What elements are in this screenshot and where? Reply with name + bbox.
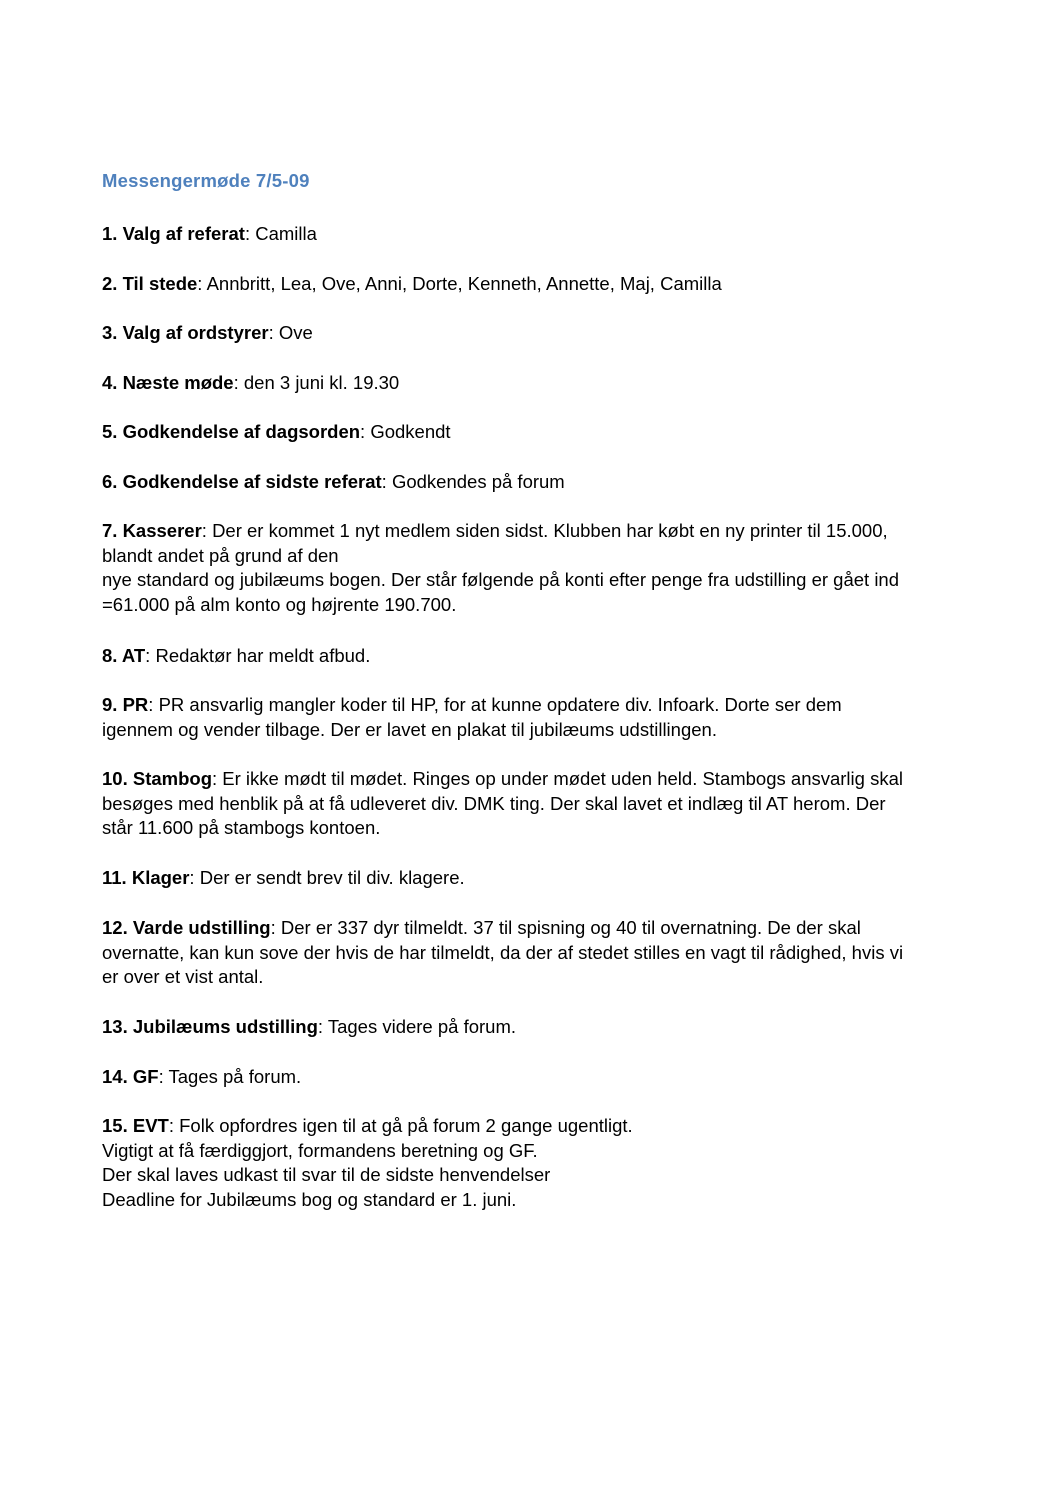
agenda-item [102, 519, 962, 617]
agenda-item-text: Godkendt [370, 421, 451, 442]
agenda-item [102, 371, 962, 396]
agenda-item [102, 420, 962, 445]
agenda-item-heading: 7. Kasserer [102, 520, 202, 541]
agenda-item [102, 866, 962, 891]
agenda-item [102, 916, 962, 990]
agenda-item-separator: : [197, 273, 207, 294]
agenda-item [102, 470, 962, 495]
agenda-item-separator: : [148, 694, 159, 715]
agenda-item-separator: : [244, 223, 256, 244]
agenda-item-heading: 4. Næste møde [102, 372, 234, 393]
agenda-item-heading: 8. AT [102, 645, 146, 666]
agenda-item-text: Er ikke mødt til mødet. Ringes op under mødet uden held. Stambogs ansvarlig skal [222, 768, 903, 789]
agenda-item [102, 1065, 962, 1090]
agenda-item-heading: 10. Stambog [102, 768, 212, 789]
agenda-item [102, 272, 962, 297]
agenda-item-separator: : [189, 867, 200, 888]
agenda-item-text: overnatte, kan kun sove der hvis de har tilmeldt, da der af stedet stilles en vagt til rådighed, hvis vi [102, 941, 904, 963]
agenda-item-separator: : [381, 471, 392, 492]
agenda-item-text: Tages på forum. [168, 1066, 302, 1087]
agenda-item-heading: 5. Godkendelse af dagsorden [102, 421, 361, 442]
agenda-item-text: Folk opfordres igen til at gå på forum 2 gange ugentligt. [179, 1115, 633, 1136]
agenda-item-text: Deadline for Jubilæums bog og standard er 1. juni. [102, 1188, 517, 1210]
agenda-item-separator: : [317, 1016, 328, 1037]
agenda-item-text: igennem og vender tilbage. Der er lavet en plakat til jubilæums udstillingen. [102, 718, 717, 740]
agenda-item-separator: : [212, 768, 223, 789]
agenda-item-text: Der er 337 dyr tilmeldt. 37 til spisning og 40 til overnatning. De der skal [280, 917, 861, 938]
agenda-item-heading: 14. GF [102, 1066, 159, 1087]
agenda-item-heading: 6. Godkendelse af sidste referat [102, 471, 382, 492]
agenda-item-heading: 3. Valg af ordstyrer [102, 322, 269, 343]
agenda-item-text: =61.000 på alm konto og højrente 190.700. [102, 593, 457, 615]
agenda-item-text: Der er kommet 1 nyt medlem siden sidst. Klubben har købt en ny printer til 15.000, [212, 520, 888, 541]
agenda-item-heading: 9. PR [102, 694, 149, 715]
agenda-item-heading: 12. Varde udstilling [102, 917, 271, 938]
agenda-item-text: Camilla [255, 223, 317, 244]
agenda-item-heading: 13. Jubilæums udstilling [102, 1016, 318, 1037]
agenda-item [102, 693, 962, 742]
agenda-item-text: PR ansvarlig mangler koder til HP, for at kunne opdatere div. Infoark. Dorte ser dem [158, 694, 842, 715]
agenda-item-text: nye standard og jubilæums bogen. Der står følgende på konti efter penge fra udstilling er gået ind [102, 569, 900, 590]
agenda-item-separator: : [233, 372, 244, 393]
agenda-item-text: blandt andet på grund af den [102, 544, 339, 566]
agenda-item-separator: : [201, 520, 213, 541]
agenda-item-heading: 11. Klager [102, 867, 190, 888]
agenda-item-separator: : [268, 322, 279, 343]
agenda-item-text: er over et vist antal. [102, 966, 264, 987]
agenda-item-heading: 15. EVT [102, 1115, 169, 1136]
agenda-item-text: Vigtigt at få færdiggjort, formandens beretning og GF. [102, 1139, 538, 1161]
agenda-item [102, 1114, 962, 1212]
agenda-item-separator: : [145, 645, 156, 666]
agenda-item-text: Ove [278, 322, 313, 343]
agenda-item-heading: 2. Til stede [102, 273, 198, 294]
agenda-item-text: står 11.600 på stambogs kontoen. [102, 817, 381, 838]
agenda-item-separator: : [158, 1066, 169, 1087]
agenda-item [102, 321, 962, 346]
agenda-item-text: Tages videre på forum. [327, 1016, 517, 1037]
agenda-item-text: Redaktør har meldt afbud. [155, 645, 371, 666]
agenda-item [102, 644, 962, 669]
agenda-item [102, 1015, 962, 1040]
agenda-item-text: Der er sendt brev til div. klagere. [199, 867, 465, 888]
agenda-item-text: Godkendes på forum [391, 471, 565, 492]
agenda-item-text: den 3 juni kl. 19.30 [243, 372, 400, 393]
agenda-item [102, 767, 962, 841]
agenda-item-text: besøges med henblik på at få udleveret div. DMK ting. Der skal lavet et indlæg til AT herom. Der [102, 792, 886, 814]
agenda-item-separator: : [168, 1115, 180, 1136]
agenda-item-text: Der skal laves udkast til svar til de sidste henvendelser [102, 1164, 551, 1185]
agenda-item-text: Annbritt, Lea, Ove, Anni, Dorte, Kenneth, Annette, Maj, Camilla [206, 273, 722, 294]
agenda-item [102, 222, 962, 247]
agenda-item-separator: : [360, 421, 371, 442]
agenda-item-separator: : [270, 917, 281, 938]
agenda-item-heading: 1. Valg af referat [102, 223, 245, 244]
document-title: Messengermøde 7/5-09 [102, 170, 310, 191]
